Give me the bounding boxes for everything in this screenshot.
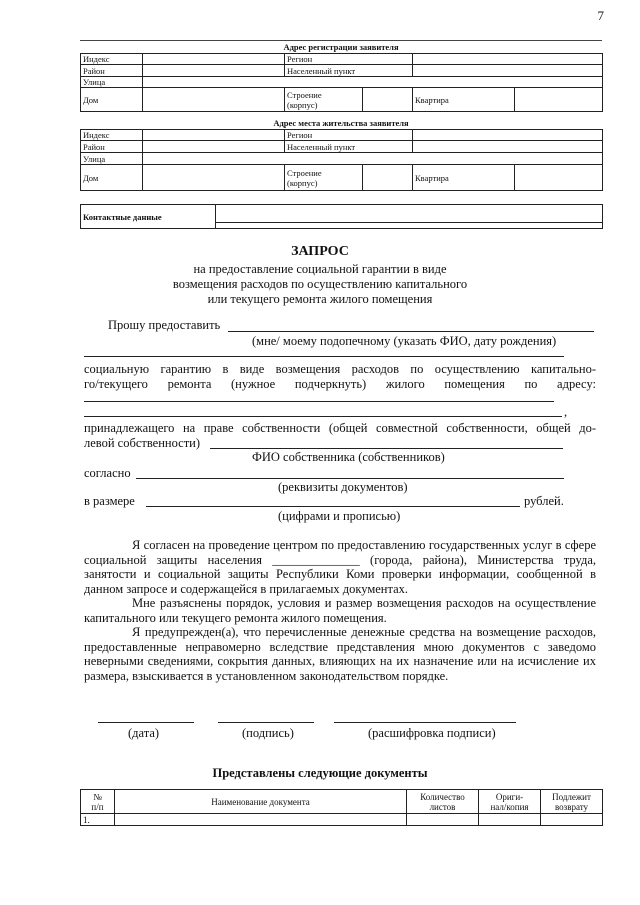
- address-input-2[interactable]: [84, 416, 562, 417]
- page-number: 7: [597, 8, 604, 23]
- request-subtitle-1: на предоставление социальной гарантии в виде: [193, 262, 447, 276]
- applicant-hint: (мне/ моему подопечному (указать ФИО, дату рождения): [252, 334, 557, 348]
- res-region-label: Регион: [285, 130, 413, 141]
- signature-decode-hint: (расшифровка подписи): [368, 726, 496, 740]
- applicant-name-input-2[interactable]: [84, 356, 564, 357]
- reg-house-input[interactable]: [143, 88, 285, 112]
- res-district-input[interactable]: [143, 141, 285, 153]
- res-street-label: Улица: [81, 153, 143, 165]
- amount-hint: (цифрами и прописью): [278, 509, 401, 523]
- res-building-label: Строение (корпус): [285, 165, 363, 191]
- request-subtitle-2: возмещения расходов по осуществлению капитального: [172, 277, 468, 291]
- rubles-label: рублей.: [524, 494, 564, 508]
- address-input-1[interactable]: [84, 401, 554, 402]
- amount-input[interactable]: [146, 506, 520, 507]
- owner-name-input[interactable]: [210, 448, 563, 449]
- registration-address-table: [80, 53, 603, 112]
- consent-paragraph-2: Мне разъяснены порядок, условия и размер возмещения расходов на осуществление капитального или текущего ремонта жилого помещения.: [84, 596, 596, 625]
- residence-caption: Адрес места жительства заявителя: [273, 118, 409, 128]
- consent-paragraph-3: Я предупрежден(а), что перечисленные денежные средства на возмещение расходов, предоставленные неправомерно вследствие представления мною документов с заведомо неверными сведениями, сокрытия данных, влияющих на их назначение или на исчисление их размера, взыскивается в установленном законодательством порядке.: [84, 625, 596, 683]
- signature-input[interactable]: [218, 722, 314, 723]
- res-house-label: Дом: [81, 165, 143, 191]
- reg-district-label: Район: [81, 65, 143, 77]
- registration-caption: Адрес регистрации заявителя: [283, 42, 399, 52]
- reg-apartment-label: Квартира: [413, 88, 515, 112]
- res-street-input[interactable]: [143, 153, 603, 165]
- date-hint: (дата): [128, 726, 160, 740]
- res-settlement-input[interactable]: [413, 141, 603, 153]
- contacts-table: [80, 204, 603, 229]
- reg-settlement-label: Населенный пункт: [285, 65, 413, 77]
- row-1-count[interactable]: [407, 814, 479, 826]
- consent-paragraph-1: Я согласен на проведение центром по предоставлению государственных услуг в сфере социальной защиты населения ______________ (города, района), Министерства труда, занятости и социальной защиты Республики Коми проверки информации, сообщенной в данном запросе и содержащейся в прилагаемых документах.: [84, 538, 596, 596]
- contacts-label: Контактные данные: [81, 205, 216, 229]
- date-input[interactable]: [98, 722, 194, 723]
- row-1-name[interactable]: [115, 814, 407, 826]
- res-apartment-input[interactable]: [515, 165, 603, 191]
- residence-address-table: [80, 129, 603, 191]
- reg-region-input[interactable]: [413, 54, 603, 65]
- consent-block: [84, 538, 596, 683]
- form-line-4: левой собственности): [84, 436, 201, 450]
- col-number: № п/п: [81, 790, 115, 814]
- applicant-name-input[interactable]: [228, 331, 594, 332]
- ask-label: Прошу предоставить: [108, 318, 221, 332]
- documents-hint: (реквизиты документов): [278, 480, 408, 494]
- col-original-copy: Ориги- нал/копия: [479, 790, 541, 814]
- res-index-input[interactable]: [143, 130, 285, 141]
- res-building-input[interactable]: [363, 165, 413, 191]
- documents-title: Представлены следующие документы: [212, 766, 428, 780]
- col-sheet-count: Количество листов: [407, 790, 479, 814]
- documents-details-input[interactable]: [136, 478, 564, 479]
- request-subtitle-3: или текущего ремонта жилого помещения: [207, 292, 433, 306]
- address-comma: ,: [564, 405, 568, 419]
- res-index-label: Индекс: [81, 130, 143, 141]
- col-document-name: Наименование документа: [115, 790, 407, 814]
- reg-building-label: Строение (корпус): [285, 88, 363, 112]
- reg-region-label: Регион: [285, 54, 413, 65]
- row-1-number: 1.: [81, 814, 115, 826]
- signature-hint: (подпись): [242, 726, 294, 740]
- owner-hint: ФИО собственника (собственников): [252, 450, 445, 464]
- reg-street-input[interactable]: [143, 77, 603, 88]
- signature-decode-input[interactable]: [334, 722, 516, 723]
- form-line-2: го/текущего ремонта (нужное подчеркнуть) жилого помещения по адресу:: [84, 377, 596, 391]
- form-line-3: принадлежащего на праве собственности (общей совместной собственности, общей до-: [84, 421, 596, 435]
- reg-district-input[interactable]: [143, 65, 285, 77]
- row-1-original[interactable]: [479, 814, 541, 826]
- reg-house-label: Дом: [81, 88, 143, 112]
- res-district-label: Район: [81, 141, 143, 153]
- res-settlement-label: Населенный пункт: [285, 141, 413, 153]
- form-line-1: социальную гарантию в виде возмещения расходов по осуществлению капитально-: [84, 362, 596, 376]
- reg-index-input[interactable]: [143, 54, 285, 65]
- top-rule: [80, 40, 602, 41]
- reg-settlement-input[interactable]: [413, 65, 603, 77]
- reg-building-input[interactable]: [363, 88, 413, 112]
- col-return: Подлежит возврату: [541, 790, 603, 814]
- res-region-input[interactable]: [413, 130, 603, 141]
- documents-table: [80, 789, 603, 826]
- row-1-return[interactable]: [541, 814, 603, 826]
- reg-index-label: Индекс: [81, 54, 143, 65]
- reg-street-label: Улица: [81, 77, 143, 88]
- according-label: согласно: [84, 466, 131, 480]
- reg-apartment-input[interactable]: [515, 88, 603, 112]
- amount-label: в размере: [84, 494, 135, 508]
- request-title: ЗАПРОС: [291, 244, 349, 259]
- res-apartment-label: Квартира: [413, 165, 515, 191]
- res-house-input[interactable]: [143, 165, 285, 191]
- contacts-input[interactable]: [216, 205, 603, 229]
